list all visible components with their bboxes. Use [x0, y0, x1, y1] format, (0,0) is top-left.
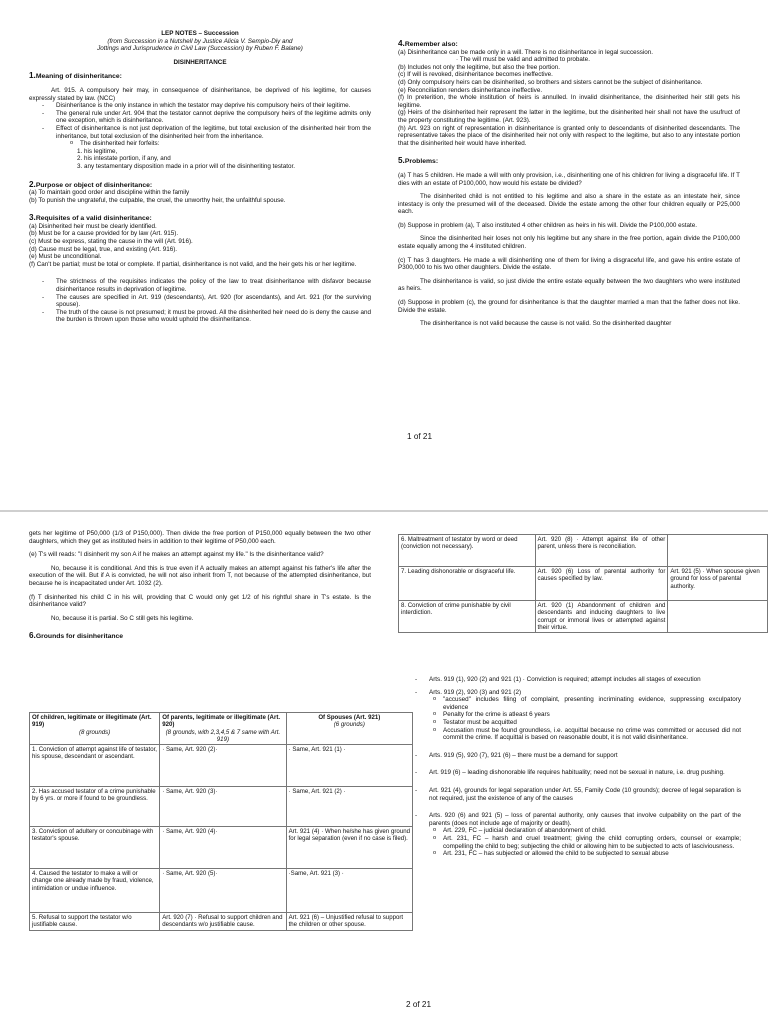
table-cell: · Same, Art. 920 (5)· [160, 869, 286, 913]
problem-paragraph: (e) T's will reads: "I disinherit my son A if he makes an attempt against my life." Is the disinheritance valid? [29, 551, 324, 559]
page1-right-column [398, 40, 740, 328]
requisite-item: (d) Cause must be legal, true, and existing (Art. 916). [29, 245, 178, 253]
problem-paragraph: (b) Suppose in problem (a), T also instituted 4 other children as heirs in his will. Divide the P100,000 estate. [398, 221, 698, 229]
forfeit-item: 3. any testamentary disposition made in a prior will of the disinheriting testator. [77, 162, 296, 170]
forfeit-sublist [56, 140, 371, 148]
note-subitem: o Art. 229, FC – judicial declaration of abandonment of child. [443, 827, 741, 835]
table-cell: 3. Conviction of adultery or concubinage with testator's spouse. [30, 827, 160, 869]
note-item: - Art. 921 (4), grounds for legal separation under Art. 55, Family Code (10 grounds); decree of legal separation is not required, just the existence of any of the causes [429, 787, 741, 802]
table-cell: Art. 921 (6) – Unjustified refusal to support the children or other spouse. [286, 913, 412, 931]
note-item: - Arts. 919 (5), 920 (7), 921 (6) – there must be a demand for support [429, 752, 741, 760]
note-item: - Arts. 919 (2), 920 (3) and 921 (2) o "accused" includes filing of complaint, presenting incriminating evidence, suppressing exculpatory evidence o Penalty for the crime is atleast 6 years o Testator must be acquitted o Accusation must be found groundless, i.e. acquittal because no crime was committed or accused did not commit the crime. If acquittal is based on reasonable doubt, it is not valid disinheritance. [429, 689, 741, 742]
document-page-2 [0, 512, 768, 1024]
column-header-children: Of children, legitimate or illegitimate (Art. 919) (8 grounds) [30, 713, 160, 745]
source-line-2: Jottings and Jurisprudence in Civil Law (Succession) by Ruben F. Balane) [97, 45, 303, 53]
meaning-bullet: - Effect of disinheritance is not just deprivation of the legitime, but total exclusion of the disinherited heir from the inheritance, but total exclusion of the disinherited heir from the inheritance. o The disinherited heir forfeits: [56, 125, 371, 148]
table-row [399, 535, 768, 567]
remember-item: (h) Art. 923 on right of representation in disinheritance is granted only to descendants of disinherited descendants. The representative takes the place of the disinherited heir not only with respect to the legitime, but also to any intestate portion that the disinherited heir would have inherited. [398, 124, 740, 147]
remember-item: (a) Disinheritance can be made only in a will. There is no disinheritance in legal succession. [398, 48, 654, 56]
problem-paragraph: gets her legitime of P50,000 (1/3 of P150,000). Then divide the free portion of P150,000 equally between the two other daughters, which they get as instituted heirs in addition to their legitime of P50,000 each. [29, 530, 371, 545]
page-number: 2 of 21 [406, 1000, 432, 1009]
requisite-item: (f) Can't be partial; must be total or complete. If partial, disinheritance is not valid, and the heir gets his or her legitime. [29, 260, 357, 268]
remember-item: (g) Heirs of the disinherited heir represent the latter in the legitime, but the disinherited heir shall not have the usufruct of the property constituting the legitime. (Art. 923). [398, 109, 740, 124]
forfeit-subheading: o The disinherited heir forfeits: [80, 140, 371, 148]
table-cell [668, 601, 768, 633]
problem-paragraph: No, because it is conditional. And this is true even if A actually makes an attempt against his father's life after the execution of the will. But if A is convicted, he will not also inherit from T, not because of the attempted disinheritance, but because he is incapacitated under Art. 1032 (2). [29, 564, 371, 587]
table-cell: 7. Leading dishonorable or disgraceful life. [399, 567, 536, 601]
notes-list [403, 676, 741, 858]
table-cell: 8. Conviction of crime punishable by civil interdiction. [399, 601, 536, 633]
purpose-item: (b) To punish the ungrateful, the culpable, the cruel, the unworthy heir, the unfaithful spouse. [29, 196, 286, 204]
table-row [30, 787, 413, 827]
page1-left-column [29, 30, 371, 324]
table-cell: 2. Has accused testator of a crime punishable by 6 yrs. or more if found to be groundless. [30, 787, 160, 827]
table-cell: 4. Caused the testator to make a will or change one already made by fraud, violence, intimidation or undue influence. [30, 869, 160, 913]
requisite-item: (c) Must be express, stating the cause in the will (Art. 916). [29, 238, 193, 246]
problem-paragraph: The disinheritance is not valid because the cause is not valid. So the disinherited daughter [420, 320, 672, 328]
purpose-item: (a) To maintain good order and discipline within the family [29, 189, 190, 197]
forfeit-item: 1. his legitime, [77, 147, 118, 155]
document-title: LEP NOTES – Succession [161, 30, 239, 37]
requisites-bullet: - The causes are specified in Art. 919 (descendants), Art. 920 (for ascendants), and Art. 921 (for the surviving spouse). [56, 294, 371, 309]
note-subitem: o Art. 231, FC – harsh and cruel treatment; giving the child corrupting orders, counsel or example; compelling the child to beg; subjecting the child or allowing him to be subjected to acts of lasciviousness. [443, 835, 741, 850]
table-cell: Art. 921 (5) · When spouse given ground for loss of parental authority. [668, 567, 768, 601]
meaning-bullet: - The general rule under Art. 904 that the testator cannot deprive the compulsory heirs of the legitime admits only one exception, which is disinheritance. [56, 110, 371, 125]
table-cell: · Same, Art. 921 (2) · [286, 787, 412, 827]
note-sublist [429, 696, 741, 742]
source-line-1: (from Succession in a Nutshell by Justice Alicia V. Sempio-Diy and [107, 37, 293, 45]
problem-paragraph: (c) T has 3 daughters. He made a will disinheriting one of them for living a disgraceful life, and gave his entire estate of P300,000 to his two other daughters. Divide the estate. [398, 256, 740, 272]
note-subitem: o Accusation must be found groundless, i.e. acquittal because no crime was committed or accused did not commit the crime. If acquittal is based on reasonable doubt, it is not valid disinheritance. [443, 727, 741, 742]
heading-meaning: 1.Meaning of disinheritance: [29, 71, 122, 81]
table-cell: 1. Conviction of attempt against life of testator, his spouse, descendant or ascendant. [30, 745, 160, 787]
requisites-bullet: - The truth of the cause is not presumed; it must be proved. All the disinherited heir need do is deny the cause and the burden is thrown upon those who would uphold the disinheritance. [56, 309, 371, 324]
note-subitem: o Testator must be acquitted [443, 719, 741, 727]
requisites-bullet-list [29, 278, 371, 324]
heading-grounds: 6.Grounds for disinheritance [29, 631, 124, 641]
note-subitem: o "accused" includes filing of complaint, presenting incriminating evidence, suppressing exculpatory evidence [443, 696, 741, 711]
page-number: 1 of 21 [407, 432, 433, 441]
table-cell: Art. 920 (6) Loss of parental authority for causes specified by law. [535, 567, 668, 601]
problem-paragraph: No, because it is partial. So C still gets his legitime. [51, 614, 194, 622]
table-cell: ·Same, Art. 921 (3) · [286, 869, 412, 913]
table-cell: · Same, Art. 920 (4)· [160, 827, 286, 869]
section-title: DISINHERITANCE [173, 58, 227, 66]
table-row [399, 601, 768, 633]
table-cell: · Same, Art. 920 (2)· [160, 745, 286, 787]
table-cell: 6. Maltreatment of testator by word or deed (conviction not necessary). [399, 535, 536, 567]
remember-item: (c) If will is revoked, disinheritance becomes ineffective. [398, 71, 553, 79]
table-row [30, 827, 413, 869]
table-cell: Art. 920 (7) · Refusal to support children and descendants w/o justifiable cause. [160, 913, 286, 931]
note-item: - Arts. 919 (1), 920 (2) and 921 (1) · Conviction is required; attempt includes all stages of execution [429, 676, 741, 684]
remember-item: (b) Includes not only the legitime, but also the free portion. [398, 63, 561, 71]
note-subitem: o Penalty for the crime is atleast 6 years [443, 711, 741, 719]
forfeit-list [29, 148, 371, 171]
meaning-bullet-list [29, 102, 371, 148]
table-cell: · Same, Art. 921 (1) · [286, 745, 412, 787]
column-header-parents: Of parents, legitimate or illegitimate (Art. 920) (8 grounds, with 2,3,4,5 & 7 same with Art. 919) [160, 713, 286, 745]
table-row [30, 869, 413, 913]
article-915-text: Art. 915. A compulsory heir may, in consequence of disinheritance, be deprived of his legitime, for causes expressly stated by law. (NCC) [29, 86, 371, 102]
heading-remember: 4.Remember also: [398, 39, 458, 48]
note-item: - Arts. 920 (6) and 921 (5) – loss of parental authority, only causes that involve culpability on the part of the parents (does not include age of majority or death). o Art. 229, FC – judicial declaration of abandonment of child. o Art. 231, FC – harsh and cruel treatment; giving the child corrupting orders, counsel or example; compelling the child to beg; subjecting the child or allowing him to be subjected to acts of lasciviousness. o Art. 231, FC – has subjected or allowed the child to be subjected to sexual abuse [429, 812, 741, 858]
requisite-item: (b) Must be for a cause provided for by law (Art. 915). [29, 230, 179, 238]
grounds-table-continued [398, 534, 768, 633]
heading-purpose: 2.Purpose or object of disinheritance: [29, 179, 153, 189]
meaning-bullet: - Disinheritance is the only instance in which the testator may deprive his compulsory heirs of their legitime. [56, 102, 371, 110]
remember-item: (e) Reconciliation renders disinheritance ineffective. [398, 86, 543, 94]
requisite-item: (e) Must be unconditional. [29, 253, 102, 261]
table-cell [668, 535, 768, 567]
problem-paragraph: Since the disinherited heir loses not only his legitime but any share in the free portion, again divide the P100,000 estate equally among the 4 instituted children. [398, 235, 740, 251]
remember-item: (d) Only compulsory heirs can be disinherited, so brothers and sisters cannot be the subject of disinheritance. [398, 78, 703, 86]
note-sublist [429, 827, 741, 857]
remember-subitem: · The will must be valid and admitted to probate. [456, 56, 590, 64]
forfeit-item: 2. his intestate portion, if any, and [77, 155, 171, 163]
table-row [30, 745, 413, 787]
heading-problems: 5.Problems: [398, 156, 439, 166]
problem-paragraph: The disinheritance is valid, so just divide the entire estate equally between the two daughters who were instituted as heirs. [398, 277, 740, 293]
table-cell: Art. 920 (8) · Attempt against life of other parent, unless there is reconciliation. [535, 535, 668, 567]
table-cell: Art. 920 (1) Abandonment of children and descendants and inducing daughters to live corrupt or immoral lives or attempted against their virtue. [535, 601, 668, 633]
page2-left-column [29, 530, 371, 641]
grounds-notes [403, 676, 741, 858]
table-cell: 5. Refusal to support the testator w/o justifiable cause. [30, 913, 160, 931]
problem-paragraph: The disinherited child is not entitled to his legitime and also a share in the estate as an intestate heir, since intestacy is only the presumed will of the deceased. Divide the estate among the other four children equally or P25,000 each. [398, 193, 740, 216]
grounds-table [29, 712, 413, 931]
table-row [30, 913, 413, 931]
problem-paragraph: (d) Suppose in problem (c), the ground for disinheritance is that the daughter married a man that the father does not like. Divide the estate. [398, 299, 740, 314]
requisites-bullet: - The strictness of the requisites indicates the policy of the law to treat disinheritance with disfavor because disinheritance results in deprivation of legitime. [56, 278, 371, 293]
heading-requisites: 3.Requisites of a valid disinheritance: [29, 213, 152, 223]
table-cell: · Same, Art. 920 (3)· [160, 787, 286, 827]
column-header-spouses: Of Spouses (Art. 921) (6 grounds) [286, 713, 412, 745]
note-subitem: o Art. 231, FC – has subjected or allowed the child to be subjected to sexual abuse [443, 850, 741, 858]
problem-paragraph: (a) T has 5 children. He made a will with only provision, i.e., disinheriting one of his children for living a disgraceful life. If T dies with an estate of P100,000, how would his estate be divided? [398, 171, 740, 187]
note-item: - Art. 919 (6) – leading dishonorable life requires habituality; need not be sexual in nature, i.e. drug pushing. [429, 769, 741, 777]
problem-paragraph: (f) T disinherited his child C in his will, providing that C would only get 1/2 of his rightful share in T's estate. Is the disinheritance valid? [29, 593, 371, 609]
requisite-item: (a) Disinherited heir must be clearly identified. [29, 222, 157, 230]
table-row [399, 567, 768, 601]
remember-item: (f) In preterition, the whole institution of heirs is annulled. In invalid disinheritance, the disinherited heir still gets his legitime. [398, 94, 740, 109]
grounds-table-header [30, 713, 413, 745]
table-cell: Art. 921 (4) · When he/she has given ground for legal separation (even if no case is filed). [286, 827, 412, 869]
